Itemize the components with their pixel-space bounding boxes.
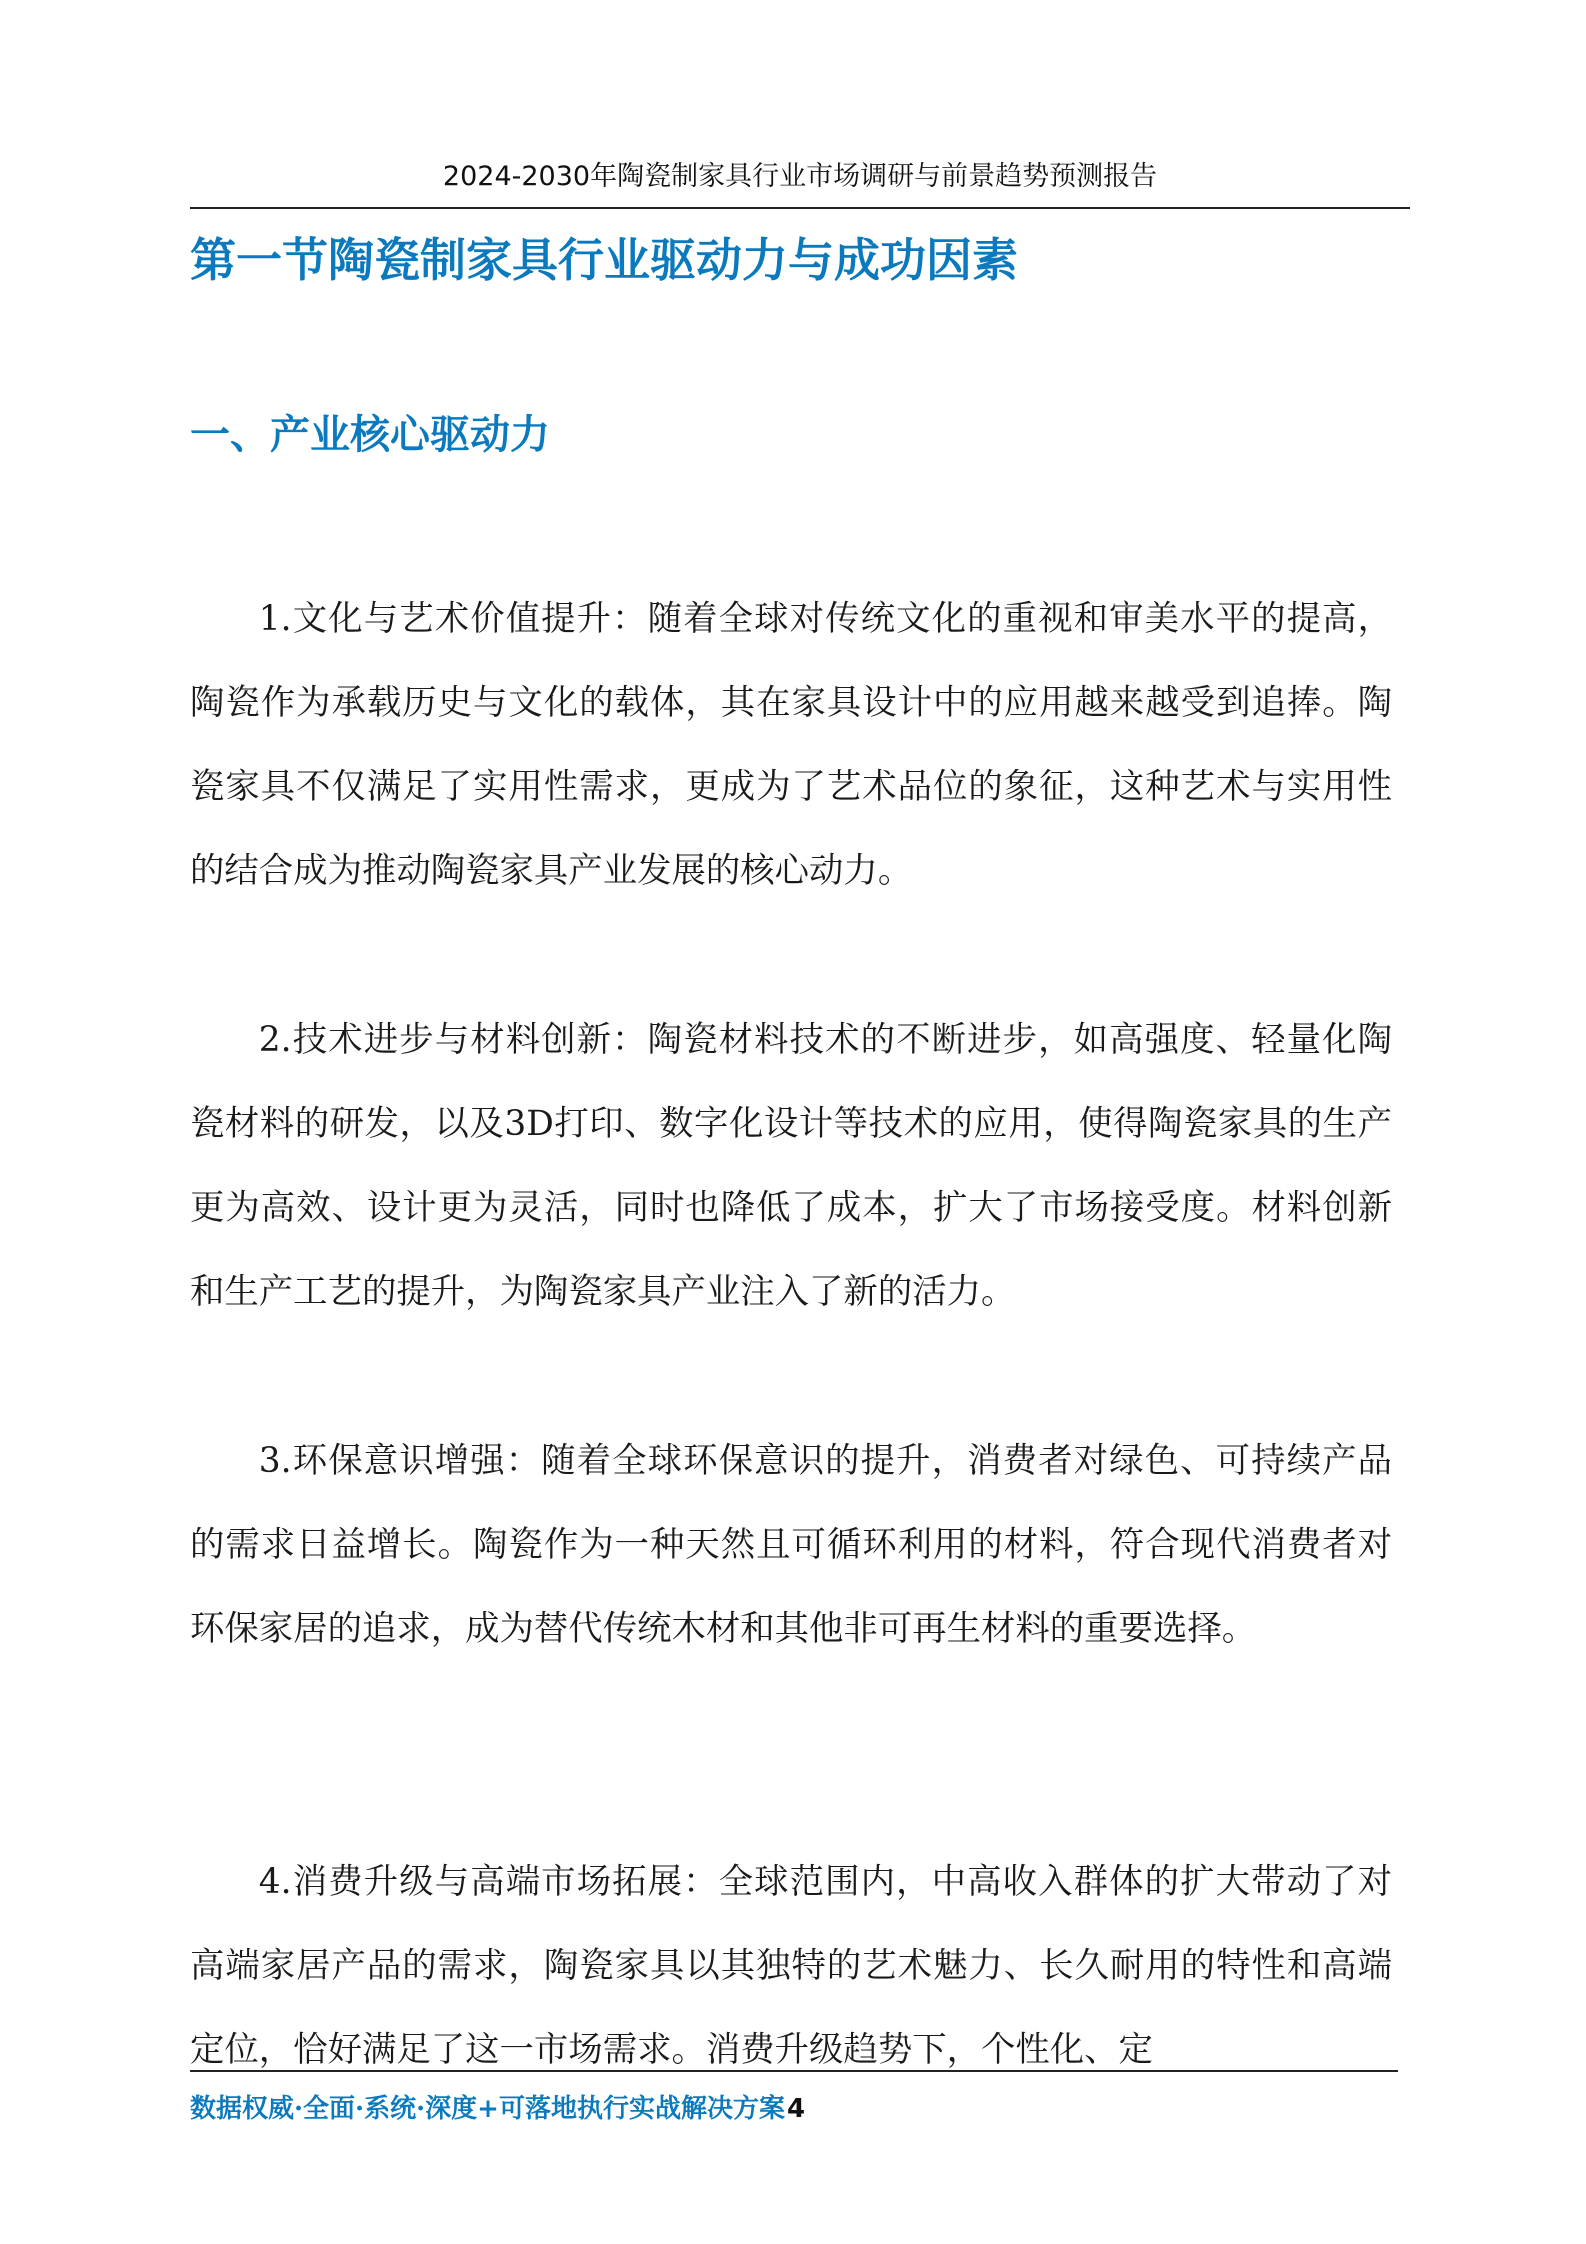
footer-slogan: 数据权威·全面·系统·深度+可落地执行实战解决方案 (190, 2094, 785, 2124)
paragraph-consumption-upgrade: 4.消费升级与高端市场拓展：全球范围内，中高收入群体的扩大带动了对高端家居产品的需求，陶瓷家具以其独特的艺术魅力、长久耐用的特性和高端定位，恰好满足了这一市场需求。消费升级趋势下，个性化、定 (190, 1862, 1392, 2070)
header-divider (190, 207, 1410, 209)
page-number: 4 (786, 2094, 806, 2124)
running-header: 2024-2030年陶瓷制家具行业市场调研与前景趋势预测报告 (442, 161, 1158, 192)
footer (190, 2092, 805, 2126)
subsection-title: 一、产业核心驱动力 (190, 412, 550, 458)
paragraph-culture-art: 1.文化与艺术价值提升：随着全球对传统文化的重视和审美水平的提高，陶瓷作为承载历史与文化的载体，其在家具设计中的应用越来越受到追捧。陶瓷家具不仅满足了实用性需求，更成为了艺术品位的象征，这种艺术与实用性的结合成为推动陶瓷家具产业发展的核心动力。 (190, 599, 1392, 891)
paragraph-environmental-awareness: 3.环保意识增强：随着全球环保意识的提升，消费者对绿色、可持续产品的需求日益增长。陶瓷作为一种天然且可循环利用的材料，符合现代消费者对环保家居的追求，成为替代传统木材和其他非可再生材料的重要选择。 (190, 1441, 1392, 1649)
paragraph-technology-materials: 2.技术进步与材料创新：陶瓷材料技术的不断进步，如高强度、轻量化陶瓷材料的研发，以及3D打印、数字化设计等技术的应用，使得陶瓷家具的生产更为高效、设计更为灵活，同时也降低了成本，扩大了市场接受度。材料创新和生产工艺的提升，为陶瓷家具产业注入了新的活力。 (190, 1020, 1392, 1312)
footer-divider (190, 2070, 1398, 2072)
section-title: 第一节陶瓷制家具行业驱动力与成功因素 (190, 233, 1018, 287)
